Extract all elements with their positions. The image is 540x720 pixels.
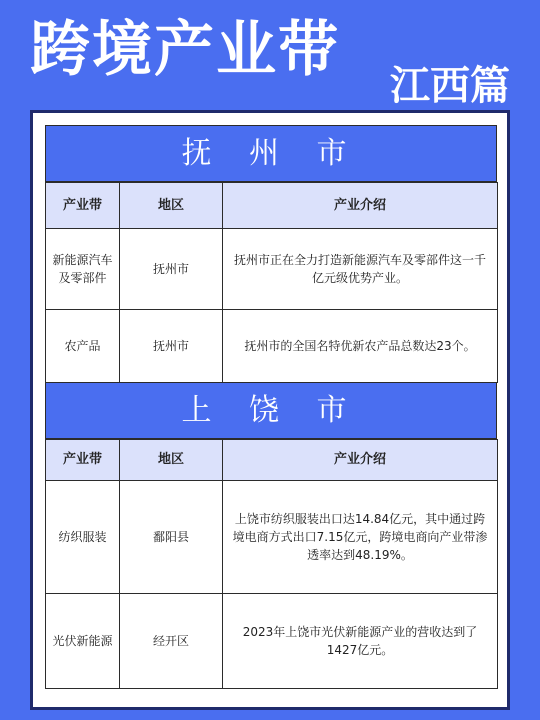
intro-cell: 2023年上饶市光伏新能源产业的营收达到了1427亿元。 bbox=[223, 594, 498, 689]
column-header-industry: 产业带 bbox=[46, 183, 120, 229]
column-header-region: 地区 bbox=[120, 183, 223, 229]
table-row bbox=[46, 229, 498, 310]
industry-cell: 新能源汽车及零部件 bbox=[46, 229, 120, 310]
column-header-industry: 产业带 bbox=[46, 440, 120, 481]
region-cell: 鄱阳县 bbox=[120, 481, 223, 594]
table-header-row bbox=[46, 183, 498, 229]
column-header-intro: 产业介绍 bbox=[223, 183, 498, 229]
page-subtitle: 江西篇 bbox=[390, 63, 510, 109]
region-cell: 抚州市 bbox=[120, 229, 223, 310]
table-header-row bbox=[46, 440, 498, 481]
industry-cell: 农产品 bbox=[46, 310, 120, 383]
page-title: 跨境产业带 bbox=[30, 15, 340, 85]
table-row bbox=[46, 594, 498, 689]
intro-cell: 抚州市正在全力打造新能源汽车及零部件这一千亿元级优势产业。 bbox=[223, 229, 498, 310]
region-cell: 经开区 bbox=[120, 594, 223, 689]
table-row bbox=[46, 481, 498, 594]
industry-cell: 光伏新能源 bbox=[46, 594, 120, 689]
city-header-fuzhou: 抚 州 市 bbox=[45, 125, 497, 182]
intro-cell: 抚州市的全国名特优新农产品总数达23个。 bbox=[223, 310, 498, 383]
content-card bbox=[30, 110, 510, 710]
table-row bbox=[46, 310, 498, 383]
industry-table-fuzhou bbox=[45, 182, 498, 383]
column-header-intro: 产业介绍 bbox=[223, 440, 498, 481]
industry-cell: 纺织服装 bbox=[46, 481, 120, 594]
intro-cell: 上饶市纺织服装出口达14.84亿元，其中通过跨境电商方式出口7.15亿元，跨境电商向产业带渗透率达到48.19%。 bbox=[223, 481, 498, 594]
industry-table-shangrao bbox=[45, 439, 498, 689]
city-header-shangrao: 上 饶 市 bbox=[45, 382, 497, 439]
region-cell: 抚州市 bbox=[120, 310, 223, 383]
column-header-region: 地区 bbox=[120, 440, 223, 481]
